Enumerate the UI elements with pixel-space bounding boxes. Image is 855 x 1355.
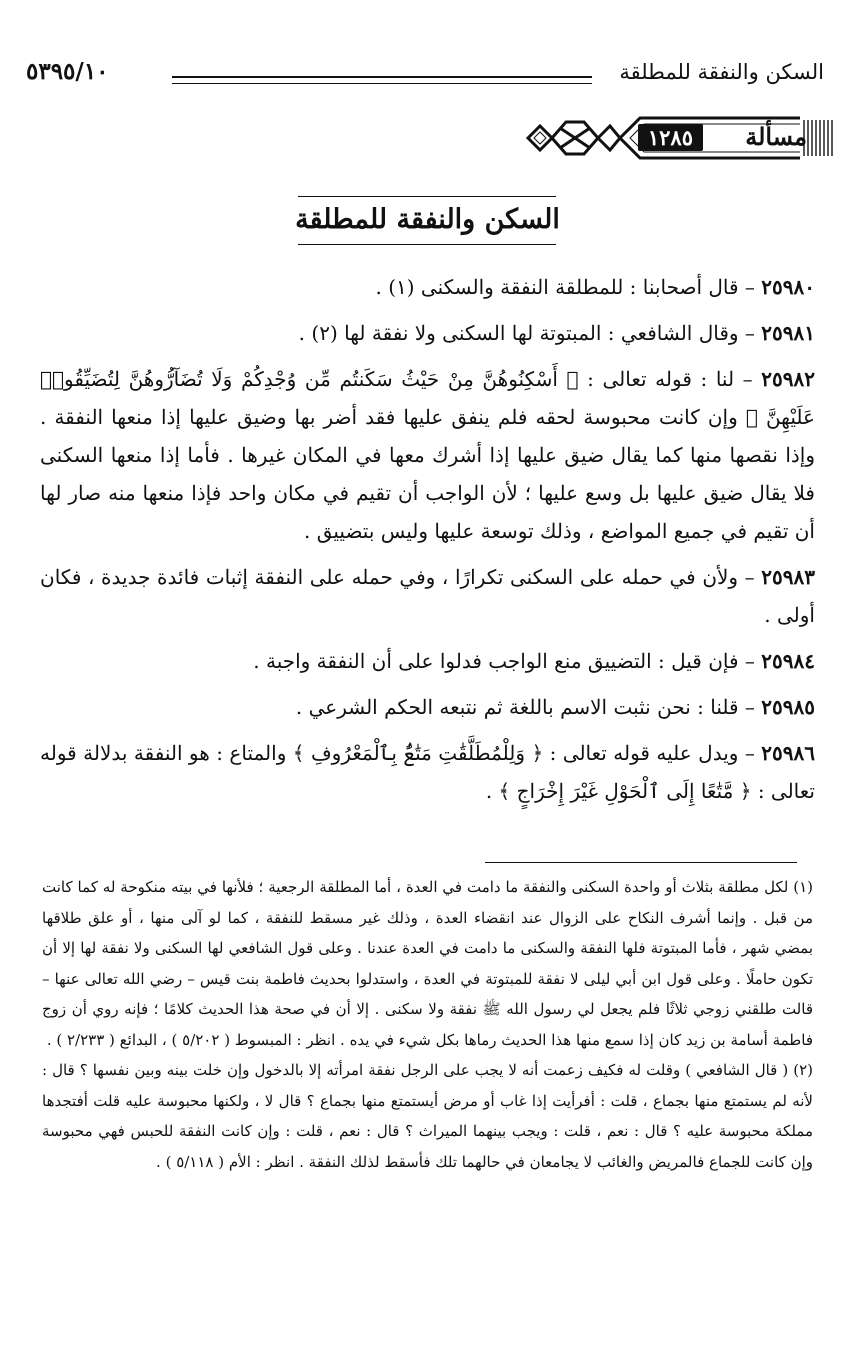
paragraph [40,360,815,550]
paragraph-number: ٢٥٩٨٥ [761,695,815,719]
paragraph-text: – ولأن في حمله على السكنى تكرارًا ، وفي حمله على النفقة إثبات فائدة جديدة ، فكان أولى . [40,565,815,627]
paragraph-number: ٢٥٩٨٣ [761,565,816,589]
header-rule [172,76,592,78]
paragraph-number: ٢٥٩٨٤ [761,649,815,673]
paragraph-text: – قال أصحابنا : للمطلقة النفقة والسكنى (١) . [375,275,755,299]
paragraph-text: ﴾ . [485,779,511,803]
footnote: (٢) ( قال الشافعي ) وقلت له فكيف زعمت أنه لا يجب على الرجل نفقة امرأته إلا بالدخول وإن خلت بينه وبين نفسها ؟ قال : لأنه لم يستمتع منها بجماع ، قلت : أفرأيت إذا غاب أو مرض أيستمتع منها بجماع ؟ قال لا ، ولكنها محبوسة عليه قلت أفتجدها مملكة محبوسة عليه ؟ قال : نعم ، قلت : ويجب بينهما الميراث ؟ قال : نعم ، قلت : وإن كانت النفقة للحبس فهي محبوسة وإن كانت للجماع فالمريض والغائب لا يجامعان في حالهما تلك فأسقط لذلك النفقة . انظر : الأم ( ٥/١١٨ ) . [42,1061,813,1171]
paragraph [40,268,815,306]
quran-verse: مَّتَٰعًا إِلَى ٱلْحَوْلِ غَيْرَ إِخْرَاجٍ [516,779,734,803]
section-title: السكن والنفقة للمطلقة [295,204,560,235]
ornament-frame-icon [0,110,855,190]
masala-number-badge: ١٢٨٥ [638,124,703,151]
title-underline [298,244,556,245]
running-title: السكن والنفقة للمطلقة [619,60,824,84]
running-header [20,54,828,100]
page-number: ٥٣٩٥/١٠ [26,58,109,85]
paragraph-number: ٢٥٩٨٠ [761,275,815,299]
paragraph-text: – ويدل عليه قوله تعالى : ﴿ [531,741,755,765]
paragraph-text: – لنا : قوله تعالى : ﴿ [566,367,753,391]
quran-verse: أَسْكِنُوهُنَّ مِنْ حَيْثُ سَكَنتُم مِّن وُجْدِكُمْ وَلَا تُضَآرُّوهُنَّ لِتُضَيِّقُوا۟ عَلَيْهِنَّ [40,367,815,429]
title-rule [298,196,556,197]
paragraph [40,734,815,810]
masala-banner [0,110,855,190]
paragraph-text: – قلنا : نحن نثبت الاسم باللغة ثم نتبعه الحكم الشرعي . [295,695,755,719]
paragraph-text: – وقال الشافعي : المبتوتة لها السكنى ولا نفقة لها (٢) . [298,321,755,345]
footnote: (١) لكل مطلقة بثلاث أو واحدة السكنى والنفقة ما دامت في العدة ، أما المطلقة الرجعية ؛ فلأنها في بيته منكوحة له كما كانت من قبل . وإنما أشرف النكاح على الزوال عند انقضاء العدة ، وذلك غير مسقط للنفقة ، كما لو آلى منها ، أو علق طلاقها بمضي شهر ، فأما المبتوتة فلها النفقة والسكنى ما دامت في العدة عندنا . وعلى قول الشافعي لها السكنى ولا نفقة لها إلا أن تكون حاملًا . وعلى قول ابن أبي ليلى لا نفقة للمبتوتة في العدة ، واستدلوا بحديث فاطمة بنت قيس – رضي الله تعالى عنها – قالت طلقني زوجي ثلاثًا فلم يجعل لي رسول الله ﷺ نفقة ولا سكنى . إلا أن في صحة هذا الحديث كلامًا ؛ فإنه روي أن زوج فاطمة أسامة بن زيد كان إذا سمع منها هذا الحديث رماها بكل شيء في يده . انظر : المبسوط ( ٥/٢٠٢ ) ، البدائع ( ٢/٢٣٣ ) . [42,878,813,1049]
paragraph-text: ﴾ والمتاع : هو النفقة بدلالة قوله تعالى : ﴿ [40,741,815,803]
paragraph [40,688,815,726]
header-rule [172,83,592,84]
quran-verse: وَلِلْمُطَلَّقَٰتِ مَتَٰعٌۢ بِٱلْمَعْرُوفِ [310,741,526,765]
paragraph [40,314,815,352]
paragraph-number: ٢٥٩٨١ [761,321,815,345]
footnote-separator [485,862,797,863]
paragraph-text: ﴾ وإن كانت محبوسة لحقه فلم ينفق عليها فقد أضر بها وضيق عليها إذا منعها النفقة . وإذا نقصها منها كما يقال ضيق عليها إذا أشرك معها في المكان غيرها . فأما إذا منعها السكنى فلا يقال ضيق عليها بل وسع عليها ؛ لأن الواجب أن تقيم في مكان واحد فإذا منعها منه صار لها أن تقيم في جميع المواضع ، وذلك توسعة عليها وليس بتضييق . [40,405,815,543]
paragraph [40,642,815,680]
paragraph-number: ٢٥٩٨٦ [761,741,816,765]
footnotes [42,872,813,1177]
paragraph-text: – فإن قيل : التضييق منع الواجب فدلوا على أن النفقة واجبة . [253,649,755,673]
paragraph [40,558,815,634]
masala-label: مسألة [745,122,807,151]
main-text [40,268,815,818]
paragraph-number: ٢٥٩٨٢ [761,367,815,391]
